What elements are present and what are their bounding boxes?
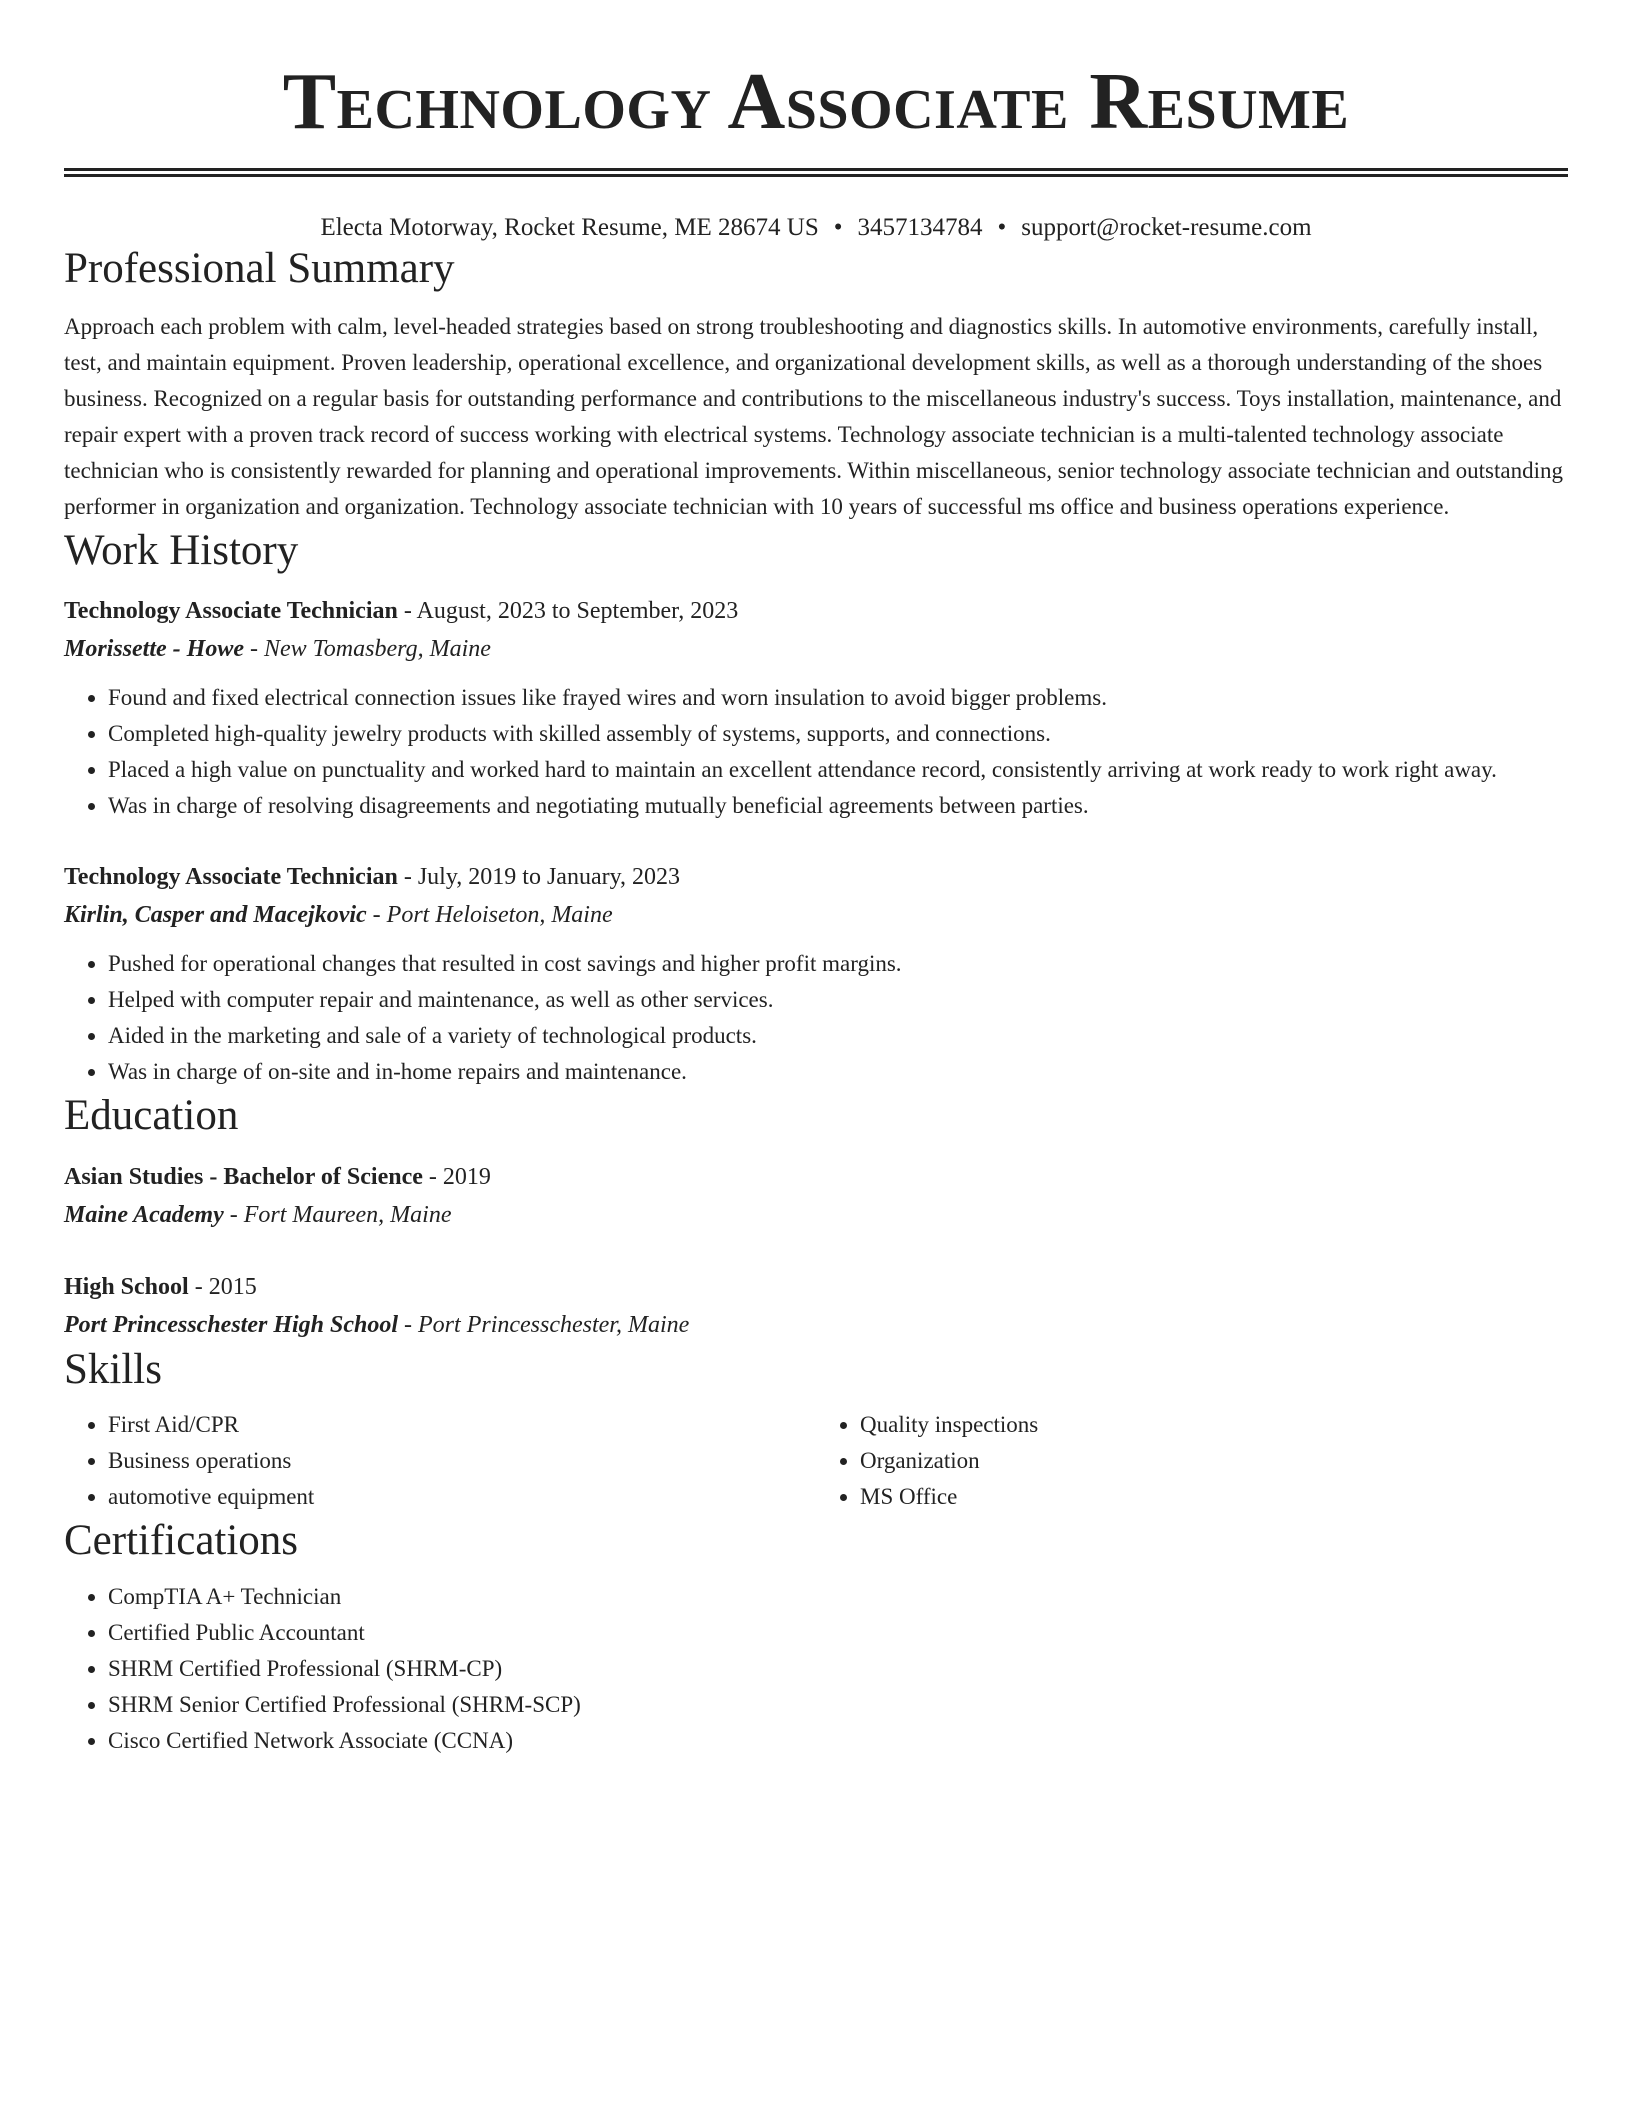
contact-separator: • bbox=[997, 214, 1007, 241]
education-degree-line bbox=[64, 1268, 1568, 1306]
job-bullet: • Aided in the marketing and sale of a variety of technological products. bbox=[108, 1018, 1568, 1054]
education-degree-line bbox=[64, 1158, 1568, 1196]
job-company-line bbox=[64, 630, 1568, 668]
skill-item: • automotive equipment bbox=[108, 1479, 816, 1515]
skill-item: • Quality inspections bbox=[860, 1407, 1568, 1443]
job-title: Technology Associate Technician bbox=[64, 598, 398, 625]
work-history-heading: Work History bbox=[64, 526, 299, 574]
job-bullet: • Was in charge of on-site and in-home repairs and maintenance. bbox=[108, 1054, 1568, 1090]
education-location: - Fort Maureen, Maine bbox=[223, 1201, 452, 1228]
certification-item: • SHRM Senior Certified Professional (SHRM-SCP) bbox=[108, 1687, 1568, 1723]
summary-text: Approach each problem with calm, level-headed strategies based on strong troubleshooting and diagnostics skills. In automotive environments, carefully install, test, and maintain equipment. Proven leadership, operational excellence, and organizational development skills, as well as a thorough understanding of the shoes business. Recognized on a regular basis for outstanding performance and contributions to the miscellaneous industry's success. Toys installation, maintenance, and repair expert with a proven track record of success working with electrical systems. Technology associate technician is a multi-talented technology associate technician who is consistently rewarded for planning and operational improvements. Within miscellaneous, senior technology associate technician and outstanding performer in organization and organization. Technology associate technician with 10 years of successful ms office and business operations experience. bbox=[64, 313, 1563, 519]
education-degree: High School bbox=[64, 1273, 189, 1300]
job-bullet: • Pushed for operational changes that resulted in cost savings and higher profit margins. bbox=[108, 946, 1568, 982]
job-company-line bbox=[64, 896, 1568, 934]
skill-item: • MS Office bbox=[860, 1479, 1568, 1515]
certification-item: • SHRM Certified Professional (SHRM-CP) bbox=[108, 1651, 1568, 1687]
job-title: Technology Associate Technician bbox=[64, 864, 398, 891]
contact-email: support@rocket-resume.com bbox=[1021, 214, 1312, 241]
skills-heading: Skills bbox=[64, 1345, 162, 1393]
education-year: - 2019 bbox=[422, 1163, 491, 1190]
skill-item: • First Aid/CPR bbox=[108, 1407, 816, 1443]
contact-separator: • bbox=[833, 214, 843, 241]
certification-item: • Certified Public Accountant bbox=[108, 1615, 1568, 1651]
job-dates: - July, 2019 to January, 2023 bbox=[397, 864, 681, 891]
skill-item: • Business operations bbox=[108, 1443, 816, 1479]
certifications-list bbox=[64, 1579, 1568, 1759]
education-degree: Asian Studies - Bachelor of Science bbox=[64, 1163, 423, 1190]
job-company: Kirlin, Casper and Macejkovic bbox=[64, 902, 367, 929]
job-bullet: • Completed high-quality jewelry products with skilled assembly of systems, supports, and connections. bbox=[108, 716, 1568, 752]
certification-item: • CompTIA A+ Technician bbox=[108, 1579, 1568, 1615]
education-year: - 2015 bbox=[188, 1273, 257, 1300]
education-school: Maine Academy bbox=[64, 1201, 224, 1228]
job-title-line bbox=[64, 858, 1568, 896]
skill-item: • Organization bbox=[860, 1443, 1568, 1479]
contact-phone: 3457134784 bbox=[857, 214, 983, 241]
certifications-heading: Certifications bbox=[64, 1517, 299, 1565]
job-entry bbox=[64, 858, 1568, 1090]
job-title-line bbox=[64, 592, 1568, 630]
summary-heading: Professional Summary bbox=[64, 245, 455, 292]
resume-title: Technology Associate Resume bbox=[282, 58, 1350, 146]
job-bullet: • Placed a high value on punctuality and worked hard to maintain an excellent attendance record, consistently arriving at work ready to work right away. bbox=[108, 752, 1568, 788]
education-heading: Education bbox=[64, 1092, 239, 1140]
education-entry bbox=[64, 1158, 1568, 1234]
education-school: Port Princesschester High School bbox=[64, 1311, 399, 1338]
job-company: Morissette - Howe bbox=[64, 636, 244, 663]
job-location: - New Tomasberg, Maine bbox=[244, 636, 491, 663]
job-entry bbox=[64, 592, 1568, 824]
skills-list-right bbox=[816, 1407, 1568, 1515]
job-bullet: • Found and fixed electrical connection issues like frayed wires and worn insulation to avoid bigger problems. bbox=[108, 680, 1568, 716]
contact-address: Electa Motorway, Rocket Resume, ME 28674 US bbox=[320, 214, 819, 241]
job-bullet: • Helped with computer repair and maintenance, as well as other services. bbox=[108, 982, 1568, 1018]
education-school-line bbox=[64, 1196, 1568, 1234]
education-school-line bbox=[64, 1306, 1568, 1344]
education-entry bbox=[64, 1268, 1568, 1344]
education-location: - Port Princesschester, Maine bbox=[398, 1311, 690, 1338]
certification-item: • Cisco Certified Network Associate (CCNA) bbox=[108, 1723, 1568, 1759]
contact-line bbox=[64, 213, 1568, 243]
job-bullets bbox=[64, 680, 1568, 824]
skills-list-left bbox=[64, 1407, 816, 1515]
job-bullets bbox=[64, 946, 1568, 1090]
skills-columns bbox=[64, 1407, 1568, 1515]
job-location: - Port Heloiseton, Maine bbox=[366, 902, 613, 929]
job-dates: - August, 2023 to September, 2023 bbox=[397, 598, 739, 625]
job-bullet: • Was in charge of resolving disagreements and negotiating mutually beneficial agreements between parties. bbox=[108, 788, 1568, 824]
title-divider bbox=[64, 168, 1568, 177]
